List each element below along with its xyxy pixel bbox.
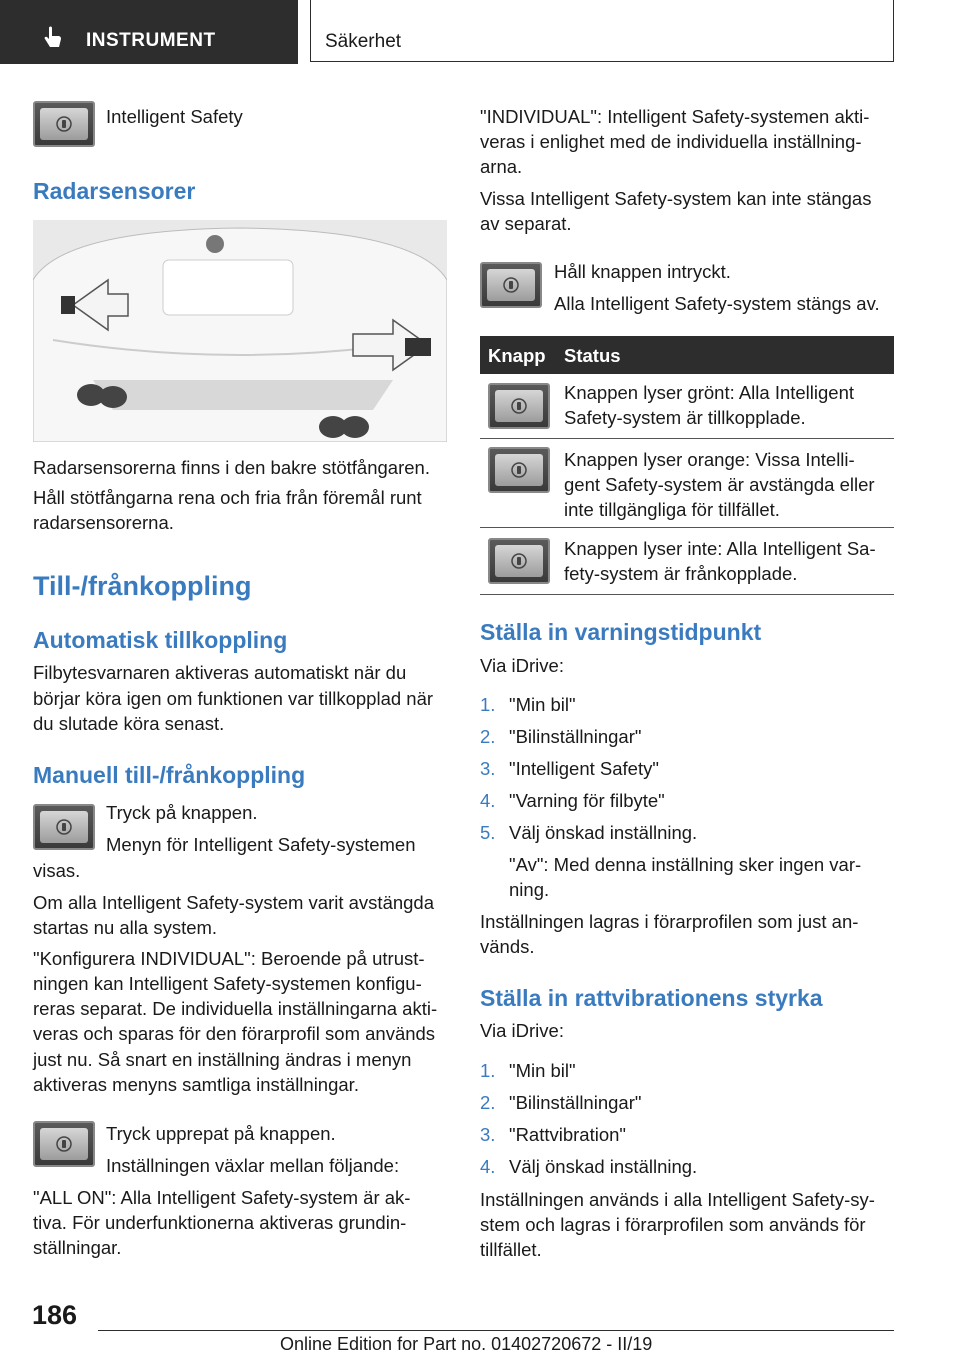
list-item: Välj önskad inställning.	[509, 1156, 698, 1177]
row-2-line-2: gent Safety-system är avstängda eller	[564, 474, 875, 495]
auto-text-3: du slutade köra senast.	[33, 713, 225, 734]
row-1-line-1: Knappen lyser grönt: Alla Intelligent	[564, 382, 855, 403]
list-item: "Varning för filbyte"	[509, 790, 665, 811]
list-item: "Min bil"	[509, 694, 576, 715]
auto-text-2: börjar köra igen om funktionen var tillkopplad när	[33, 688, 434, 709]
col-header-status: Status	[564, 345, 621, 366]
heading-warning-time: Ställa in varningstidpunkt	[480, 619, 762, 645]
radar-text-2b: radarsensorerna.	[33, 512, 174, 533]
intelligent-safety-button-icon	[33, 1121, 95, 1167]
row-3-line-2: fety-system är frånkopplade.	[564, 563, 798, 584]
button-green-icon	[488, 383, 550, 429]
step-number: 1.	[480, 694, 496, 715]
auto-text-1: Filbytesvarnaren aktiveras automatiskt när du	[33, 662, 407, 683]
via-idrive-1: Via iDrive:	[480, 655, 564, 676]
conf-text-2: ningen kan Intelligent Safety-systemen konfigu-	[33, 973, 422, 994]
off-text-1: Om alla Intelligent Safety-system varit avstängda	[33, 892, 435, 913]
conf-text-1: "Konfigurera INDIVIDUAL": Beroende på utrust-	[33, 948, 425, 969]
allon-text-3: ställningar.	[33, 1237, 122, 1258]
button-orange-icon	[488, 447, 550, 493]
intro-label: Intelligent Safety	[106, 106, 243, 127]
page-number: 186	[32, 1300, 78, 1330]
step-number: 3.	[480, 1124, 496, 1145]
conf-text-6: aktiveras menyns samtliga inställningar.	[33, 1074, 359, 1095]
section-label: INSTRUMENT	[86, 30, 216, 51]
section-tab	[0, 0, 298, 64]
allon-text-1: "ALL ON": Alla Intelligent Safety-system är ak-	[33, 1187, 411, 1208]
intelligent-safety-button-icon	[480, 262, 542, 308]
heading-vibration: Ställa in rattvibrationens styrka	[480, 985, 823, 1011]
col-header-knapp: Knapp	[488, 345, 546, 366]
used-text-3: tillfället.	[480, 1239, 542, 1260]
intelligent-safety-button-icon	[33, 804, 95, 850]
list-item: "Bilinställningar"	[509, 726, 642, 747]
hold-text-1: Håll knappen intryckt.	[554, 261, 731, 282]
conf-text-3: reras separat. De individuella inställningarna akti-	[33, 998, 438, 1019]
table-header	[480, 336, 894, 374]
step-number: 4.	[480, 790, 496, 811]
hand-icon	[42, 26, 64, 50]
off-text-2: startas nu alla system.	[33, 917, 218, 938]
individual-text-2: veras i enlighet med de individuella inställning-	[480, 131, 862, 152]
heading-auto: Automatisk tillkoppling	[33, 627, 288, 653]
heading-radar: Radarsensorer	[33, 178, 196, 204]
av-text-2: ning.	[509, 879, 550, 900]
vissa-text-1: Vissa Intelligent Safety-system kan inte stängas	[480, 188, 872, 209]
row-1-line-2: Safety-system är tillkopplade.	[564, 407, 806, 428]
step-number: 3.	[480, 758, 496, 779]
edition-text: Online Edition for Part no. 01402720672 - II/19	[280, 1334, 653, 1354]
individual-text-1: "INDIVIDUAL": Intelligent Safety-systemen akti-	[480, 106, 870, 127]
radar-text-1: Radarsensorerna finns i den bakre stötfångaren.	[33, 457, 430, 478]
heading-manual: Manuell till-/frånkoppling	[33, 762, 306, 788]
conf-text-4: veras och sparas för den förarprofil som används	[33, 1023, 436, 1044]
step-number: 4.	[480, 1156, 496, 1177]
saved-text-2: vänds.	[480, 936, 535, 957]
page-title: Säkerhet	[325, 31, 402, 52]
allon-text-2: tiva. För underfunktionerna aktiveras grundin-	[33, 1212, 407, 1233]
repeat-text-1: Tryck upprepat på knappen.	[106, 1123, 336, 1144]
via-idrive-2: Via iDrive:	[480, 1020, 564, 1041]
vissa-text-2: av separat.	[480, 213, 572, 234]
heading-toggle: Till-/frånkoppling	[33, 571, 252, 601]
manual-step-2: Menyn för Intelligent Safety-systemen	[106, 834, 416, 855]
list-item: "Intelligent Safety"	[509, 758, 659, 779]
manual-step-1: Tryck på knappen.	[106, 802, 258, 823]
av-text-1: "Av": Med denna inställning sker ingen var-	[509, 854, 862, 875]
saved-text-1: Inställningen lagras i förarprofilen som just an-	[480, 911, 859, 932]
used-text-2: stem och lagras i förarprofilen som används för	[480, 1214, 866, 1235]
table-row	[480, 528, 894, 595]
button-off-icon	[488, 538, 550, 584]
row-2-line-3: inte tillgängliga för tillfället.	[564, 499, 780, 520]
step-number: 2.	[480, 1092, 496, 1113]
status-table	[480, 336, 894, 595]
used-text-1: Inställningen används i alla Intelligent Safety-sy-	[480, 1189, 875, 1210]
manual-step-2b: visas.	[33, 860, 81, 881]
page-title-tab	[310, 0, 894, 62]
list-item: "Rattvibration"	[509, 1124, 626, 1145]
conf-text-5: just nu. Så snart en inställning ändras i menyn	[33, 1049, 412, 1070]
footer-divider	[98, 1330, 894, 1331]
row-2-line-1: Knappen lyser orange: Vissa Intelli-	[564, 449, 855, 470]
radar-text-2a: Håll stötfångarna rena och fria från föremål runt	[33, 487, 422, 508]
row-3-line-1: Knappen lyser inte: Alla Intelligent Sa-	[564, 538, 876, 559]
repeat-text-2: Inställningen växlar mellan följande:	[106, 1155, 400, 1176]
hold-text-2: Alla Intelligent Safety-system stängs av.	[554, 293, 880, 314]
table-row	[480, 439, 894, 528]
individual-text-3: arna.	[480, 156, 523, 177]
step-number: 2.	[480, 726, 496, 747]
list-item: "Bilinställningar"	[509, 1092, 642, 1113]
list-item: "Min bil"	[509, 1060, 576, 1081]
intelligent-safety-button-icon	[33, 101, 95, 147]
table-row	[480, 374, 894, 439]
list-item: Välj önskad inställning.	[509, 822, 698, 843]
step-number: 5.	[480, 822, 496, 843]
step-number: 1.	[480, 1060, 496, 1081]
rear-bumper-photo	[33, 220, 447, 442]
page-header	[0, 0, 960, 66]
